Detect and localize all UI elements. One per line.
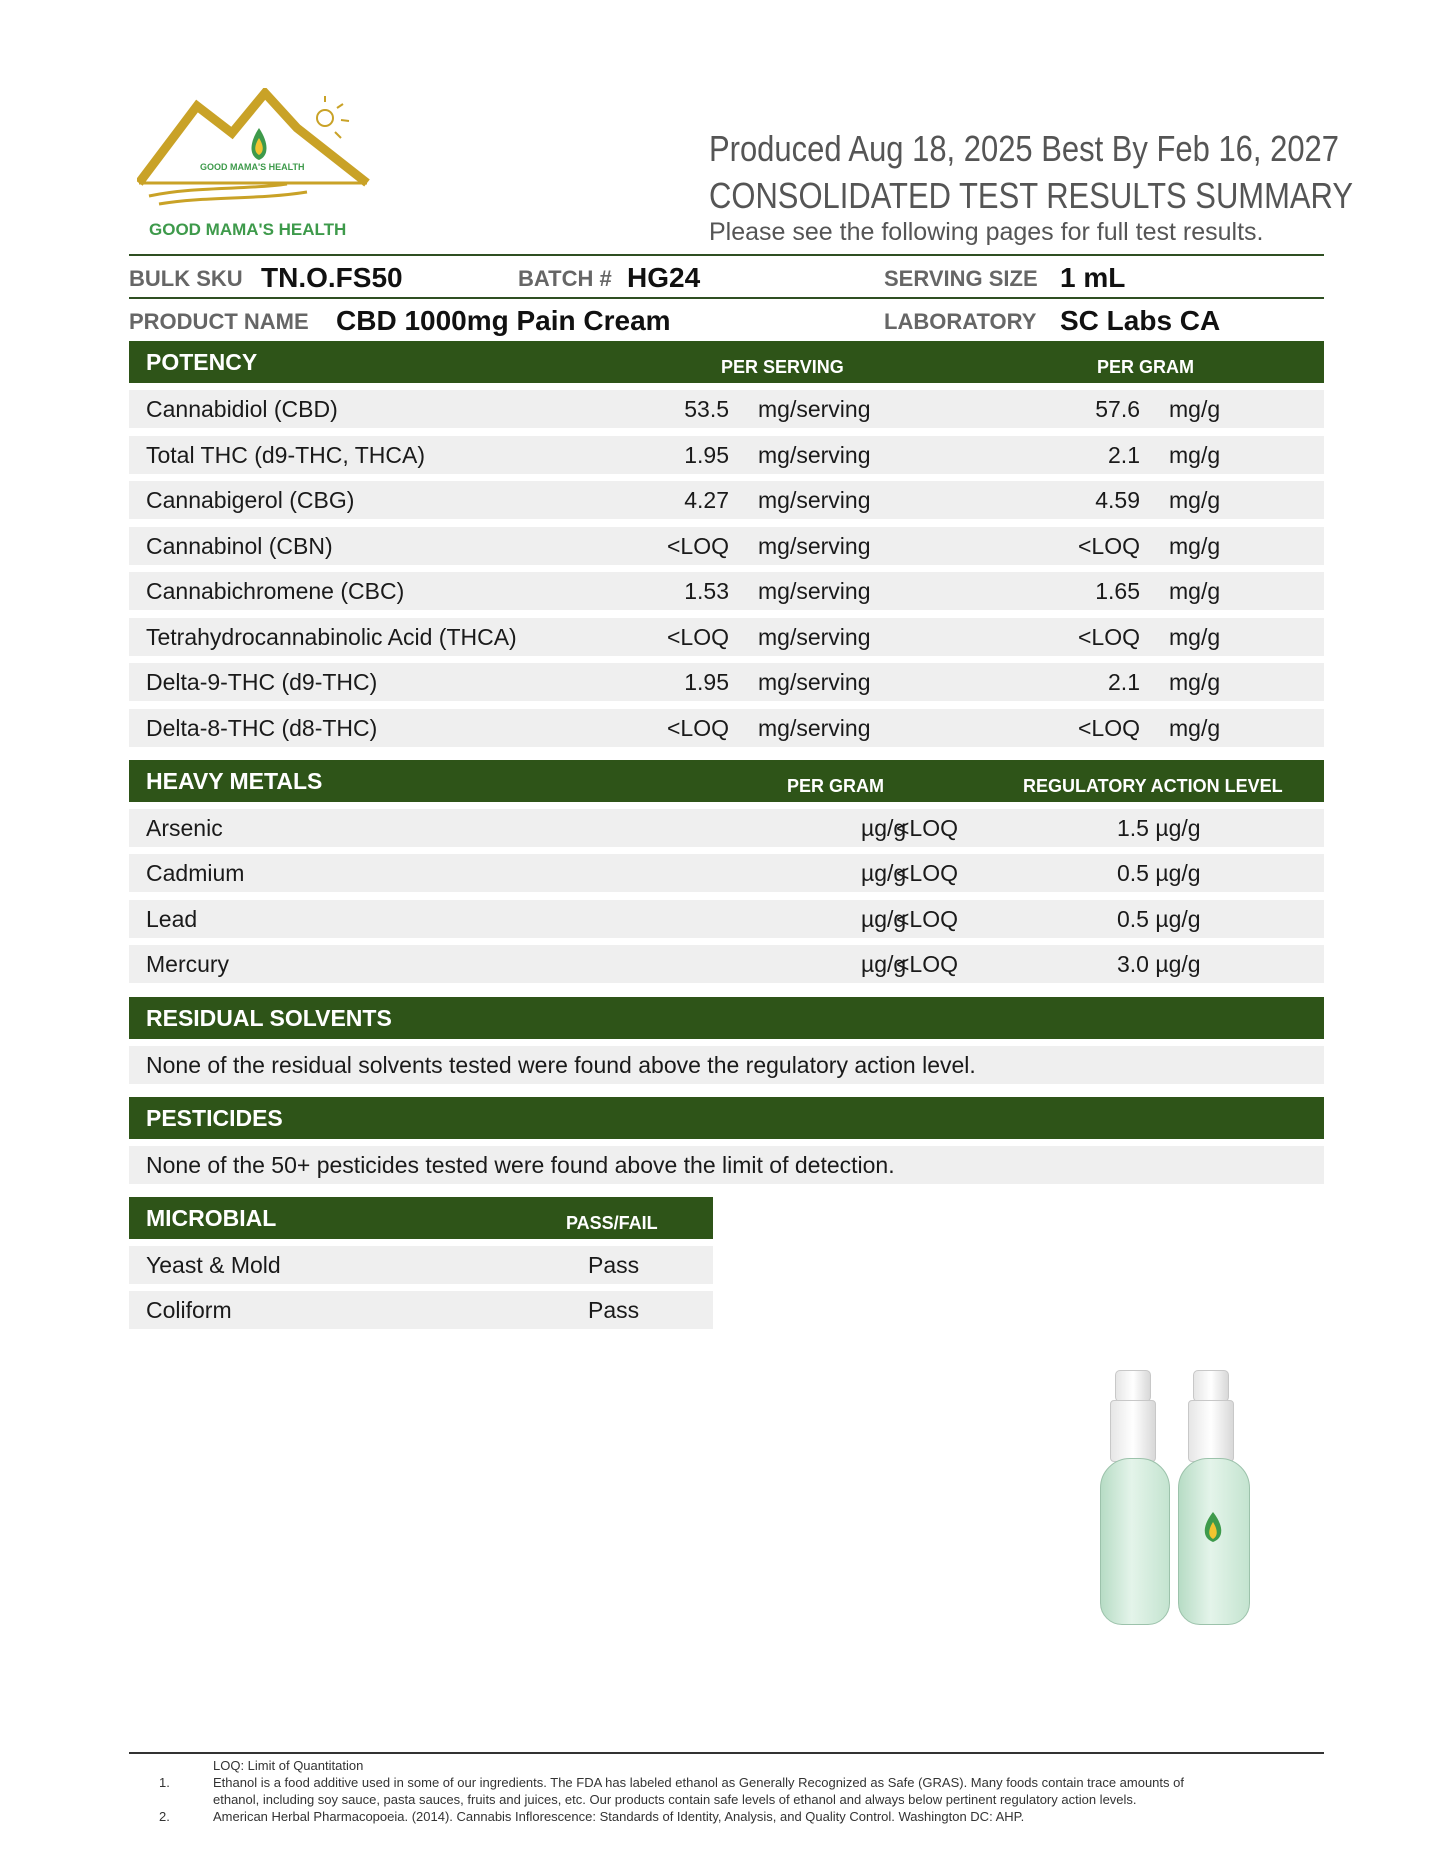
table-row (129, 900, 1324, 938)
serving-unit: mg/serving (758, 624, 871, 650)
action-level: 3.0 µg/g (1117, 951, 1201, 977)
heavy-metals-col-level: REGULATORY ACTION LEVEL (1023, 776, 1283, 796)
gram-unit: mg/g (1169, 396, 1221, 422)
serving-value: <LOQ (666, 715, 729, 741)
table-row (129, 390, 1324, 428)
gram-unit: mg/g (1169, 442, 1221, 468)
bulk-sku-value: TN.O.FS50 (261, 262, 403, 293)
bottle-left (1100, 1458, 1170, 1625)
serving-value: 1.53 (684, 578, 729, 604)
pesticides-row (129, 1146, 1324, 1184)
serving-unit: mg/serving (758, 669, 871, 695)
serving-unit: mg/serving (758, 578, 871, 604)
table-row (129, 809, 1324, 847)
table-row (129, 572, 1324, 610)
batch-label: BATCH # (518, 266, 612, 291)
gram-value: 2.1 (1108, 669, 1140, 695)
batch-value: HG24 (627, 262, 701, 293)
footnote-number: 1. (159, 1775, 170, 1790)
microbe-result: Pass (588, 1297, 640, 1323)
pump-nozzle (1115, 1370, 1151, 1402)
footnote-number: 2. (159, 1809, 170, 1824)
gram-unit: mg/g (1169, 669, 1221, 695)
microbe-result: Pass (588, 1252, 640, 1278)
table-row (129, 436, 1324, 474)
bottle-cap (1110, 1400, 1156, 1462)
metal-unit: µg/g (861, 951, 907, 977)
metal-name: Lead (146, 906, 198, 932)
metal-value: <LOQ (895, 906, 958, 932)
gram-value: <LOQ (1077, 624, 1140, 650)
footnote-text: Ethanol is a food additive used in some of our ingredients. The FDA has labeled ethanol as Generally Recognized as Safe (GRAS). Many foods contain trace amounts of (213, 1775, 1184, 1790)
serving-unit: mg/serving (758, 533, 871, 559)
table-row (129, 481, 1324, 519)
potency-title: POTENCY (146, 349, 258, 375)
table-row (129, 1246, 713, 1284)
serving-unit: mg/serving (758, 715, 871, 741)
potency-col-serving: PER SERVING (721, 357, 844, 377)
serving-value: <LOQ (666, 624, 729, 650)
gram-value: <LOQ (1077, 715, 1140, 741)
analyte-name: Cannabichromene (CBC) (146, 578, 405, 604)
gram-unit: mg/g (1169, 624, 1221, 650)
microbe-name: Yeast & Mold (146, 1252, 281, 1278)
metal-value: <LOQ (895, 860, 958, 886)
metal-name: Mercury (146, 951, 230, 977)
pump-nozzle (1193, 1370, 1229, 1402)
serving-unit: mg/serving (758, 396, 871, 422)
metal-name: Cadmium (146, 860, 245, 886)
footer-rule (129, 1752, 1324, 1754)
metal-value: <LOQ (895, 951, 958, 977)
mountain-logo-icon (137, 88, 377, 208)
action-level: 1.5 µg/g (1117, 815, 1201, 841)
residual-solvents-row (129, 1046, 1324, 1084)
gram-value: 1.65 (1095, 578, 1140, 604)
serving-value: 4.27 (684, 487, 729, 513)
footnote-text: American Herbal Pharmacopoeia. (2014). Cannabis Inflorescence: Standards of Identity, Analysis, and Quality Control. Washington DC: AHP. (213, 1809, 1025, 1824)
analyte-name: Cannabigerol (CBG) (146, 487, 355, 513)
microbial-header (129, 1197, 713, 1239)
pesticides-header (129, 1097, 1324, 1139)
header-rule-top (129, 254, 1324, 256)
document-subtitle: Please see the following pages for full test results. (709, 218, 1264, 246)
footnote-loq: LOQ: Limit of Quantitation (213, 1758, 364, 1773)
table-row (129, 527, 1324, 565)
brand-name: GOOD MAMA'S HEALTH (149, 220, 347, 239)
metal-value: <LOQ (895, 815, 958, 841)
table-row (129, 854, 1324, 892)
gram-unit: mg/g (1169, 715, 1221, 741)
product-photo (1100, 1360, 1250, 1625)
serving-size-label: SERVING SIZE (884, 266, 1038, 291)
analyte-name: Delta-8-THC (d8-THC) (146, 715, 378, 741)
laboratory-label: LABORATORY (884, 309, 1037, 334)
microbial-col-result: PASS/FAIL (566, 1213, 658, 1233)
metal-unit: µg/g (861, 815, 907, 841)
gram-unit: mg/g (1169, 487, 1221, 513)
residual-solvents-title: RESIDUAL SOLVENTS (146, 1005, 392, 1031)
gram-value: 57.6 (1095, 396, 1140, 422)
bottle-cap (1188, 1400, 1234, 1462)
potency-col-gram: PER GRAM (1097, 357, 1195, 377)
brand-logo (137, 88, 377, 238)
table-row (129, 618, 1324, 656)
action-level: 0.5 µg/g (1117, 860, 1201, 886)
microbe-name: Coliform (146, 1297, 232, 1323)
heavy-metals-col-gram: PER GRAM (787, 776, 885, 796)
gram-value: 2.1 (1108, 442, 1140, 468)
heavy-metals-header (129, 760, 1324, 802)
heavy-metals-title: HEAVY METALS (146, 768, 323, 794)
table-row (129, 945, 1324, 983)
serving-value: 1.95 (684, 442, 729, 468)
analyte-name: Cannabidiol (CBD) (146, 396, 338, 422)
table-row (129, 1291, 713, 1329)
analyte-name: Total THC (d9-THC, THCA) (146, 442, 426, 468)
analyte-name: Tetrahydrocannabinolic Acid (THCA) (146, 624, 517, 650)
pesticides-text: None of the 50+ pesticides tested were found above the limit of detection. (146, 1152, 895, 1178)
metal-unit: µg/g (861, 860, 907, 886)
footnote-text: ethanol, including soy sauce, pasta sauces, fruits and juices, etc. Our products contain safe levels of ethanol and always below pertinent regulatory action levels. (213, 1792, 1137, 1807)
analyte-name: Cannabinol (CBN) (146, 533, 333, 559)
serving-unit: mg/serving (758, 442, 871, 468)
gram-value: 4.59 (1095, 487, 1140, 513)
pesticides-title: PESTICIDES (146, 1105, 283, 1131)
product-name-value: CBD 1000mg Pain Cream (336, 305, 671, 336)
product-name-label: PRODUCT NAME (129, 309, 309, 334)
produced-date: Produced Aug 18, 2025 Best By Feb 16, 2027 (709, 128, 1339, 169)
gram-unit: mg/g (1169, 578, 1221, 604)
document-title: CONSOLIDATED TEST RESULTS SUMMARY (709, 175, 1353, 216)
action-level: 0.5 µg/g (1117, 906, 1201, 932)
serving-value: 53.5 (684, 396, 729, 422)
serving-unit: mg/serving (758, 487, 871, 513)
gram-value: <LOQ (1077, 533, 1140, 559)
residual-solvents-text: None of the residual solvents tested were found above the regulatory action level. (146, 1052, 976, 1078)
potency-header (129, 341, 1324, 383)
serving-value: <LOQ (666, 533, 729, 559)
table-row (129, 709, 1324, 747)
logo-small-text: GOOD MAMA'S HEALTH (200, 162, 305, 172)
gram-unit: mg/g (1169, 533, 1221, 559)
metal-name: Arsenic (146, 815, 223, 841)
serving-size-value: 1 mL (1060, 262, 1126, 293)
microbial-title: MICROBIAL (146, 1205, 277, 1231)
residual-solvents-header (129, 997, 1324, 1039)
bottle-label-leaf-icon (1200, 1510, 1226, 1544)
table-row (129, 663, 1324, 701)
serving-value: 1.95 (684, 669, 729, 695)
header-rule-mid (129, 297, 1324, 299)
laboratory-value: SC Labs CA (1060, 305, 1221, 336)
analyte-name: Delta-9-THC (d9-THC) (146, 669, 378, 695)
metal-unit: µg/g (861, 906, 907, 932)
bulk-sku-label: BULK SKU (129, 266, 243, 291)
